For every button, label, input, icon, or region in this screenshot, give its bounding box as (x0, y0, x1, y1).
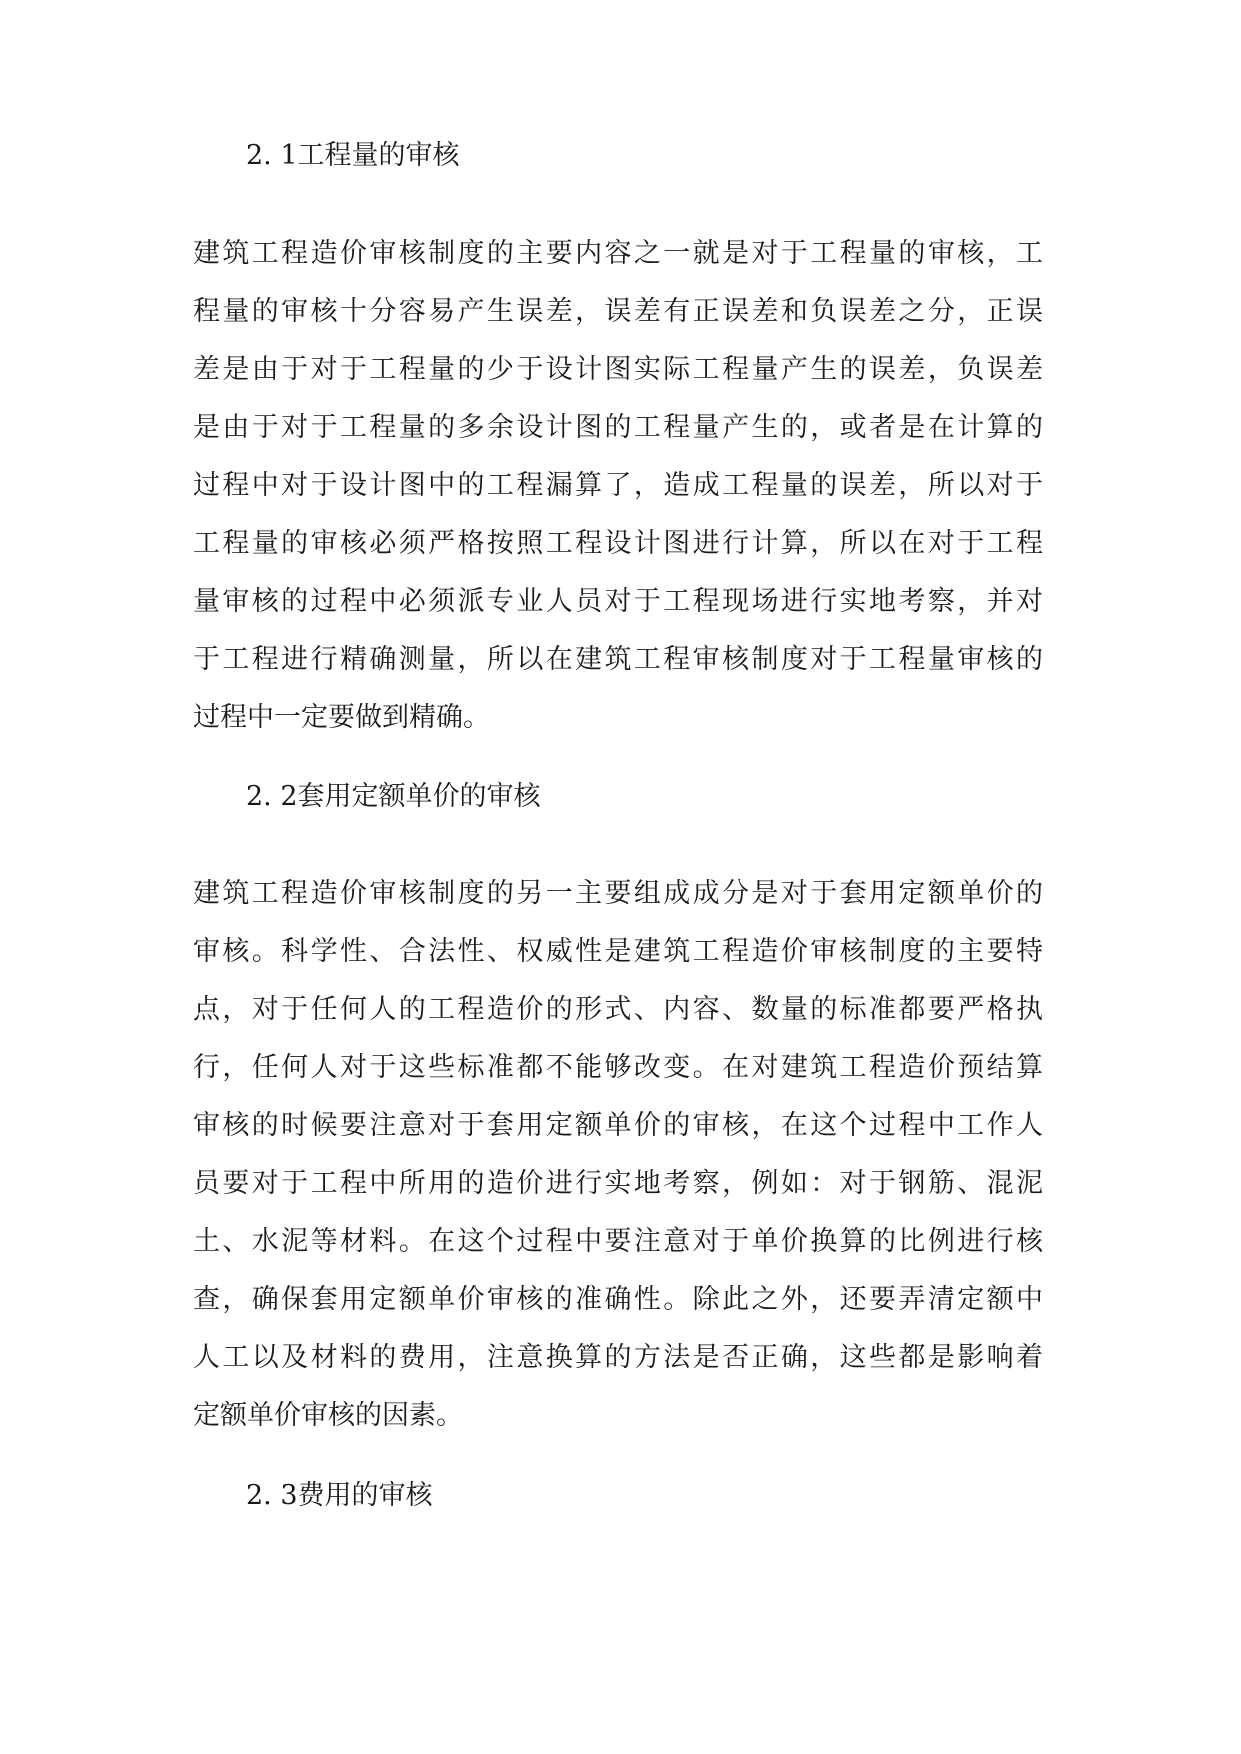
paragraph-line: 员要对于工程中所用的造价进行实地考察，例如：对于钢筋、混泥 (193, 1168, 1043, 1199)
paragraph-unit-price (193, 865, 1043, 1445)
paragraph-line: 建筑工程造价审核制度的主要内容之一就是对于工程量的审核，工 (193, 238, 1043, 269)
paragraph-line: 点，对于任何人的工程造价的形式、内容、数量的标准都要严格执 (193, 994, 1043, 1025)
paragraph-line: 土、水泥等材料。在这个过程中要注意对于单价换算的比例进行核 (193, 1226, 1043, 1257)
paragraph-work-quantity (193, 225, 1043, 747)
paragraph-line: 审核。科学性、合法性、权威性是建筑工程造价审核制度的主要特 (193, 936, 1043, 967)
paragraph-line: 于工程进行精确测量，所以在建筑工程审核制度对于工程量审核的 (193, 644, 1043, 675)
paragraph-line: 审核的时候要注意对于套用定额单价的审核，在这个过程中工作人 (193, 1110, 1043, 1141)
paragraph-line: 差是由于对于工程量的少于设计图实际工程量产生的误差，负误差 (193, 354, 1043, 385)
paragraph-line: 查，确保套用定额单价审核的准确性。除此之外，还要弄清定额中 (193, 1284, 1043, 1315)
paragraph-line: 定额单价审核的因素。 (193, 1400, 463, 1431)
paragraph-line: 是由于对于工程量的多余设计图的工程量产生的，或者是在计算的 (193, 412, 1043, 443)
paragraph-line: 行，任何人对于这些标准都不能够改变。在对建筑工程造价预结算 (193, 1052, 1043, 1083)
paragraph-line: 人工以及材料的费用，注意换算的方法是否正确，这些都是影响着 (193, 1342, 1043, 1373)
paragraph-line: 建筑工程造价审核制度的另一主要组成成分是对于套用定额单价的 (193, 878, 1043, 909)
section-heading-2-1: 2. 1工程量的审核 (246, 140, 460, 171)
paragraph-line: 量审核的过程中必须派专业人员对于工程现场进行实地考察，并对 (193, 586, 1043, 617)
paragraph-line: 程量的审核十分容易产生误差，误差有正误差和负误差之分，正误 (193, 296, 1043, 327)
paragraph-line: 工程量的审核必须严格按照工程设计图进行计算，所以在对于工程 (193, 528, 1043, 559)
section-heading-2-3: 2. 3费用的审核 (246, 1480, 433, 1511)
paragraph-line: 过程中对于设计图中的工程漏算了，造成工程量的误差，所以对于 (193, 470, 1043, 501)
section-heading-2-2: 2. 2套用定额单价的审核 (246, 781, 541, 812)
paragraph-line: 过程中一定要做到精确。 (193, 702, 490, 733)
